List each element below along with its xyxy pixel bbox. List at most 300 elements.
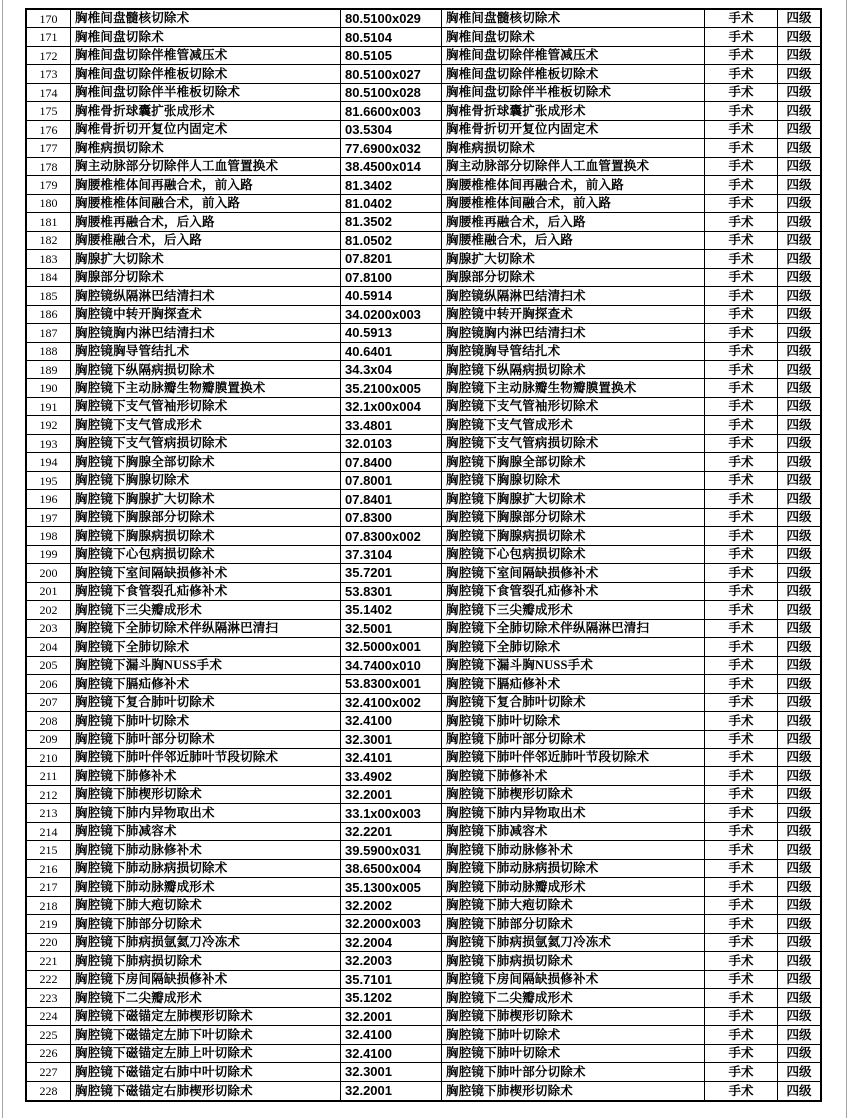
procedure-name-cell: 胸腔镜下肺楔形切除术 — [71, 786, 341, 803]
table-row — [27, 158, 820, 176]
procedure-name-cell: 胸腔镜下室间隔缺损修补术 — [71, 564, 341, 581]
procedure-name-cell: 胸腔镜下支气管病损切除术 — [71, 435, 341, 452]
category-cell: 手术 — [705, 453, 778, 470]
category-cell: 手术 — [705, 250, 778, 267]
table-row — [27, 139, 820, 157]
procedure-name-cell: 胸腔镜下肺病损切除术 — [71, 952, 341, 969]
procedure-code-cell: 38.4500x014 — [341, 158, 442, 175]
category-cell: 手术 — [705, 1045, 778, 1062]
grade-cell: 四级 — [786, 898, 812, 913]
category-cell: 手术 — [705, 213, 778, 230]
table-row — [27, 1026, 820, 1044]
procedure-name-cell: 胸椎病损切除术 — [71, 139, 341, 156]
grade-cell: 四级 — [786, 731, 812, 746]
procedure-code-cell: 07.8001 — [341, 472, 442, 489]
grade-cell: 四级 — [786, 1009, 812, 1024]
row-number-cell: 196 — [27, 490, 71, 507]
table-row — [27, 10, 820, 28]
procedure-code-cell: 07.8400 — [341, 453, 442, 470]
category-cell: 手术 — [705, 472, 778, 489]
category-cell: 手术 — [705, 767, 778, 784]
procedure-code-cell: 81.3502 — [341, 213, 442, 230]
category-cell: 手术 — [705, 546, 778, 563]
procedure-code-cell: 38.6500x004 — [341, 860, 442, 877]
table-row — [27, 675, 820, 693]
table-row — [27, 1008, 820, 1026]
procedure-standard-name-cell: 胸椎骨折切开复位内固定术 — [442, 121, 705, 138]
row-number-cell: 202 — [27, 601, 71, 618]
procedure-standard-name-cell: 胸腔镜下心包病损切除术 — [442, 546, 705, 563]
procedure-standard-name-cell: 胸腔镜下肺叶切除术 — [442, 712, 705, 729]
table-row — [27, 823, 820, 841]
procedure-code-cell: 32.3001 — [341, 731, 442, 748]
table-row — [27, 583, 820, 601]
procedure-name-cell: 胸腔镜下磁锚定左肺楔形切除术 — [71, 1008, 341, 1025]
procedure-code-cell: 32.2000x003 — [341, 915, 442, 932]
row-number-cell: 228 — [27, 1082, 71, 1100]
procedure-name-cell: 胸腺部分切除术 — [71, 269, 341, 286]
table-row — [27, 509, 820, 527]
category-cell: 手术 — [705, 804, 778, 821]
table-row — [27, 731, 820, 749]
table-row — [27, 176, 820, 194]
procedure-code-cell: 32.2201 — [341, 823, 442, 840]
grade-cell: 四级 — [786, 768, 812, 783]
grade-cell: 四级 — [786, 177, 812, 192]
table-row — [27, 897, 820, 915]
table-row — [27, 1045, 820, 1063]
row-number-cell: 198 — [27, 527, 71, 544]
procedure-name-cell: 胸椎间盘切除术 — [71, 28, 341, 45]
procedure-standard-name-cell: 胸腔镜下房间隔缺损修补术 — [442, 971, 705, 988]
grade-cell: 四级 — [786, 695, 812, 710]
category-cell: 手术 — [705, 84, 778, 101]
category-cell: 手术 — [705, 675, 778, 692]
grade-cell: 四级 — [786, 584, 812, 599]
row-number-cell: 210 — [27, 749, 71, 766]
row-number-cell: 217 — [27, 878, 71, 895]
table-row — [27, 989, 820, 1007]
procedure-name-cell: 胸腔镜下全肺切除术伴纵隔淋巴清扫 — [71, 620, 341, 637]
procedure-code-cell: 32.3001 — [341, 1063, 442, 1080]
row-number-cell: 205 — [27, 657, 71, 674]
table-row — [27, 546, 820, 564]
grade-cell: 四级 — [786, 66, 812, 81]
procedure-name-cell: 胸腔镜下复合肺叶切除术 — [71, 694, 341, 711]
table-row — [27, 527, 820, 545]
row-number-cell: 200 — [27, 564, 71, 581]
procedure-name-cell: 胸椎间盘髓核切除术 — [71, 10, 341, 27]
row-number-cell: 171 — [27, 28, 71, 45]
table-row — [27, 250, 820, 268]
procedure-code-cell: 32.5000x001 — [341, 638, 442, 655]
category-cell: 手术 — [705, 786, 778, 803]
grade-cell: 四级 — [786, 565, 812, 580]
category-cell: 手术 — [705, 28, 778, 45]
procedure-name-cell: 胸腔镜下主动脉瓣生物瓣膜置换术 — [71, 379, 341, 396]
category-cell: 手术 — [705, 195, 778, 212]
category-cell: 手术 — [705, 638, 778, 655]
table-row — [27, 620, 820, 638]
row-number-cell: 220 — [27, 934, 71, 951]
row-number-cell: 214 — [27, 823, 71, 840]
row-number-cell: 212 — [27, 786, 71, 803]
table-row — [27, 287, 820, 305]
grade-cell: 四级 — [786, 233, 812, 248]
grade-cell: 四级 — [786, 344, 812, 359]
procedure-standard-name-cell: 胸腔镜下室间隔缺损修补术 — [442, 564, 705, 581]
procedure-name-cell: 胸腔镜下心包病损切除术 — [71, 546, 341, 563]
procedure-standard-name-cell: 胸主动脉部分切除伴人工血管置换术 — [442, 158, 705, 175]
procedure-name-cell: 胸腰椎椎体间融合术，前入路 — [71, 195, 341, 212]
row-number-cell: 223 — [27, 989, 71, 1006]
procedure-standard-name-cell: 胸腔镜下肺叶部分切除术 — [442, 1063, 705, 1080]
grade-cell: 四级 — [786, 621, 812, 636]
procedure-name-cell: 胸腰椎椎体间再融合术，前入路 — [71, 176, 341, 193]
procedure-standard-name-cell: 胸腔镜中转开胸探查术 — [442, 306, 705, 323]
procedure-code-cell: 81.6600x003 — [341, 102, 442, 119]
procedure-code-cell: 35.7101 — [341, 971, 442, 988]
procedure-standard-name-cell: 胸腔镜下支气管袖形切除术 — [442, 398, 705, 415]
procedure-standard-name-cell: 胸椎骨折球囊扩张成形术 — [442, 102, 705, 119]
procedure-standard-name-cell: 胸腔镜下全肺切除术伴纵隔淋巴清扫 — [442, 620, 705, 637]
procedure-code-cell: 32.2003 — [341, 952, 442, 969]
grade-cell: 四级 — [786, 380, 812, 395]
procedure-standard-name-cell: 胸腔镜下肺动脉病损切除术 — [442, 860, 705, 877]
row-number-cell: 190 — [27, 379, 71, 396]
grade-cell: 四级 — [786, 1064, 812, 1079]
table-row — [27, 971, 820, 989]
grade-cell: 四级 — [786, 1083, 812, 1098]
grade-cell: 四级 — [786, 307, 812, 322]
procedure-code-cell: 33.1x00x003 — [341, 804, 442, 821]
row-number-cell: 219 — [27, 915, 71, 932]
table-row — [27, 472, 820, 490]
procedure-code-cell: 32.4100x002 — [341, 694, 442, 711]
row-number-cell: 215 — [27, 841, 71, 858]
procedure-standard-name-cell: 胸腔镜下胸腺病损切除术 — [442, 527, 705, 544]
procedure-code-cell: 32.2001 — [341, 1008, 442, 1025]
procedure-code-cell: 80.5100x027 — [341, 65, 442, 82]
procedure-name-cell: 胸椎骨折切开复位内固定术 — [71, 121, 341, 138]
procedure-standard-name-cell: 胸腔镜下肺病损氩氦刀冷冻术 — [442, 934, 705, 951]
procedure-name-cell: 胸腔镜下肺减容术 — [71, 823, 341, 840]
procedure-name-cell: 胸腔镜下漏斗胸NUSS手术 — [71, 657, 341, 674]
category-cell: 手术 — [705, 841, 778, 858]
procedure-standard-name-cell: 胸腔镜下肺楔形切除术 — [442, 1008, 705, 1025]
page-edge-left — [2, 0, 3, 1118]
row-number-cell: 177 — [27, 139, 71, 156]
procedure-code-cell: 32.2001 — [341, 1082, 442, 1100]
grade-cell: 四级 — [786, 140, 812, 155]
procedure-name-cell: 胸椎骨折球囊扩张成形术 — [71, 102, 341, 119]
grade-cell: 四级 — [786, 85, 812, 100]
category-cell: 手术 — [705, 269, 778, 286]
procedure-name-cell: 胸腔镜下三尖瓣成形术 — [71, 601, 341, 618]
procedure-standard-name-cell: 胸腔镜下肺叶切除术 — [442, 1045, 705, 1062]
row-number-cell: 218 — [27, 897, 71, 914]
procedure-name-cell: 胸腔镜下支气管成形术 — [71, 416, 341, 433]
grade-cell: 四级 — [786, 454, 812, 469]
procedure-standard-name-cell: 胸腔镜下漏斗胸NUSS手术 — [442, 657, 705, 674]
row-number-cell: 197 — [27, 509, 71, 526]
table-row — [27, 435, 820, 453]
row-number-cell: 224 — [27, 1008, 71, 1025]
grade-cell: 四级 — [786, 122, 812, 137]
table-row — [27, 195, 820, 213]
procedure-standard-name-cell: 胸腔镜下支气管成形术 — [442, 416, 705, 433]
procedure-standard-name-cell: 胸椎间盘切除伴椎管减压术 — [442, 47, 705, 64]
row-number-cell: 208 — [27, 712, 71, 729]
procedure-name-cell: 胸腔镜下胸腺全部切除术 — [71, 453, 341, 470]
grade-cell: 四级 — [786, 325, 812, 340]
row-number-cell: 186 — [27, 306, 71, 323]
table-row — [27, 1063, 820, 1081]
procedure-code-cell: 40.6401 — [341, 343, 442, 360]
category-cell: 手术 — [705, 324, 778, 341]
procedure-standard-name-cell: 胸腔镜下肺部分切除术 — [442, 915, 705, 932]
category-cell: 手术 — [705, 139, 778, 156]
table-row — [27, 638, 820, 656]
grade-cell: 四级 — [786, 824, 812, 839]
procedure-name-cell: 胸椎间盘切除伴椎管减压术 — [71, 47, 341, 64]
category-cell: 手术 — [705, 1063, 778, 1080]
category-cell: 手术 — [705, 694, 778, 711]
row-number-cell: 204 — [27, 638, 71, 655]
procedure-standard-name-cell: 胸腔镜下复合肺叶切除术 — [442, 694, 705, 711]
category-cell: 手术 — [705, 158, 778, 175]
procedure-name-cell: 胸腔镜下胸腺切除术 — [71, 472, 341, 489]
table-row — [27, 915, 820, 933]
row-number-cell: 184 — [27, 269, 71, 286]
procedure-standard-name-cell: 胸椎间盘切除术 — [442, 28, 705, 45]
surgery-grade-table — [25, 8, 822, 1102]
procedure-standard-name-cell: 胸腔镜下肺大疱切除术 — [442, 897, 705, 914]
grade-cell: 四级 — [786, 842, 812, 857]
table-row — [27, 121, 820, 139]
procedure-code-cell: 35.1402 — [341, 601, 442, 618]
procedure-standard-name-cell: 胸椎间盘髓核切除术 — [442, 10, 705, 27]
category-cell: 手术 — [705, 10, 778, 27]
procedure-code-cell: 32.4101 — [341, 749, 442, 766]
category-cell: 手术 — [705, 712, 778, 729]
procedure-standard-name-cell: 胸腔镜下全肺切除术 — [442, 638, 705, 655]
table-row — [27, 878, 820, 896]
grade-cell: 四级 — [786, 972, 812, 987]
grade-cell: 四级 — [786, 159, 812, 174]
category-cell: 手术 — [705, 897, 778, 914]
row-number-cell: 209 — [27, 731, 71, 748]
table-row — [27, 786, 820, 804]
row-number-cell: 189 — [27, 361, 71, 378]
category-cell: 手术 — [705, 878, 778, 895]
grade-cell: 四级 — [786, 861, 812, 876]
row-number-cell: 182 — [27, 232, 71, 249]
category-cell: 手术 — [705, 490, 778, 507]
row-number-cell: 216 — [27, 860, 71, 877]
table-row — [27, 841, 820, 859]
grade-cell: 四级 — [786, 362, 812, 377]
category-cell: 手术 — [705, 47, 778, 64]
procedure-name-cell: 胸腔镜下磁锚定左肺下叶切除术 — [71, 1026, 341, 1043]
table-row — [27, 343, 820, 361]
category-cell: 手术 — [705, 620, 778, 637]
procedure-standard-name-cell: 胸椎病损切除术 — [442, 139, 705, 156]
grade-cell: 四级 — [786, 436, 812, 451]
grade-cell: 四级 — [786, 916, 812, 931]
grade-cell: 四级 — [786, 602, 812, 617]
table-row — [27, 694, 820, 712]
table-row — [27, 379, 820, 397]
table-row — [27, 416, 820, 434]
row-number-cell: 181 — [27, 213, 71, 230]
grade-cell: 四级 — [786, 787, 812, 802]
procedure-code-cell: 34.3x04 — [341, 361, 442, 378]
table-row — [27, 860, 820, 878]
category-cell: 手术 — [705, 306, 778, 323]
category-cell: 手术 — [705, 121, 778, 138]
procedure-code-cell: 35.7201 — [341, 564, 442, 581]
procedure-standard-name-cell: 胸腔镜下肺减容术 — [442, 823, 705, 840]
procedure-code-cell: 32.2004 — [341, 934, 442, 951]
grade-cell: 四级 — [786, 953, 812, 968]
grade-cell: 四级 — [786, 990, 812, 1005]
procedure-code-cell: 07.8300x002 — [341, 527, 442, 544]
procedure-name-cell: 胸腔镜下肺大疱切除术 — [71, 897, 341, 914]
row-number-cell: 175 — [27, 102, 71, 119]
procedure-code-cell: 81.0502 — [341, 232, 442, 249]
procedure-code-cell: 34.0200x003 — [341, 306, 442, 323]
procedure-standard-name-cell: 胸腔镜下肺修补术 — [442, 767, 705, 784]
row-number-cell: 194 — [27, 453, 71, 470]
category-cell: 手术 — [705, 1026, 778, 1043]
grade-cell: 四级 — [786, 473, 812, 488]
row-number-cell: 174 — [27, 84, 71, 101]
procedure-name-cell: 胸腔镜中转开胸探查术 — [71, 306, 341, 323]
procedure-code-cell: 03.5304 — [341, 121, 442, 138]
row-number-cell: 192 — [27, 416, 71, 433]
procedure-standard-name-cell: 胸腔镜下胸腺部分切除术 — [442, 509, 705, 526]
table-row — [27, 934, 820, 952]
procedure-standard-name-cell: 胸腔镜下支气管病损切除术 — [442, 435, 705, 452]
table-row — [27, 564, 820, 582]
grade-cell: 四级 — [786, 103, 812, 118]
procedure-code-cell: 34.7400x010 — [341, 657, 442, 674]
procedure-code-cell: 80.5104 — [341, 28, 442, 45]
grade-cell: 四级 — [786, 676, 812, 691]
grade-cell: 四级 — [786, 750, 812, 765]
category-cell: 手术 — [705, 601, 778, 618]
row-number-cell: 170 — [27, 10, 71, 27]
category-cell: 手术 — [705, 232, 778, 249]
table-row — [27, 1082, 820, 1100]
grade-cell: 四级 — [786, 48, 812, 63]
grade-cell: 四级 — [786, 270, 812, 285]
procedure-standard-name-cell: 胸腔镜下纵隔病损切除术 — [442, 361, 705, 378]
procedure-name-cell: 胸腰椎融合术，后入路 — [71, 232, 341, 249]
category-cell: 手术 — [705, 934, 778, 951]
procedure-standard-name-cell: 胸腰椎再融合术，后入路 — [442, 213, 705, 230]
procedure-name-cell: 胸腔镜下肺部分切除术 — [71, 915, 341, 932]
procedure-name-cell: 胸腔镜下支气管袖形切除术 — [71, 398, 341, 415]
grade-cell: 四级 — [786, 399, 812, 414]
table-row — [27, 306, 820, 324]
procedure-standard-name-cell: 胸腔镜下胸腺扩大切除术 — [442, 490, 705, 507]
category-cell: 手术 — [705, 1008, 778, 1025]
procedure-standard-name-cell: 胸腰椎椎体间再融合术，前入路 — [442, 176, 705, 193]
category-cell: 手术 — [705, 527, 778, 544]
procedure-standard-name-cell: 胸腔镜下肺内异物取出术 — [442, 804, 705, 821]
procedure-standard-name-cell: 胸椎间盘切除伴半椎板切除术 — [442, 84, 705, 101]
procedure-standard-name-cell: 胸腰椎融合术，后入路 — [442, 232, 705, 249]
procedure-code-cell: 32.5001 — [341, 620, 442, 637]
row-number-cell: 221 — [27, 952, 71, 969]
procedure-code-cell: 32.1x00x004 — [341, 398, 442, 415]
grade-cell: 四级 — [786, 879, 812, 894]
table-row — [27, 453, 820, 471]
row-number-cell: 172 — [27, 47, 71, 64]
procedure-code-cell: 53.8300x001 — [341, 675, 442, 692]
row-number-cell: 201 — [27, 583, 71, 600]
grade-cell: 四级 — [786, 935, 812, 950]
table-row — [27, 601, 820, 619]
procedure-standard-name-cell: 胸腺扩大切除术 — [442, 250, 705, 267]
category-cell: 手术 — [705, 564, 778, 581]
category-cell: 手术 — [705, 379, 778, 396]
category-cell: 手术 — [705, 398, 778, 415]
procedure-name-cell: 胸腔镜下肺修补术 — [71, 767, 341, 784]
procedure-name-cell: 胸腔镜下胸腺部分切除术 — [71, 509, 341, 526]
row-number-cell: 226 — [27, 1045, 71, 1062]
procedure-code-cell: 40.5914 — [341, 287, 442, 304]
row-number-cell: 188 — [27, 343, 71, 360]
procedure-name-cell: 胸腔镜下全肺切除术 — [71, 638, 341, 655]
procedure-standard-name-cell: 胸腔镜下胸腺全部切除术 — [442, 453, 705, 470]
procedure-code-cell: 80.5100x028 — [341, 84, 442, 101]
category-cell: 手术 — [705, 343, 778, 360]
category-cell: 手术 — [705, 361, 778, 378]
category-cell: 手术 — [705, 65, 778, 82]
row-number-cell: 191 — [27, 398, 71, 415]
procedure-code-cell: 32.0103 — [341, 435, 442, 452]
category-cell: 手术 — [705, 416, 778, 433]
procedure-standard-name-cell: 胸腔镜下主动脉瓣生物瓣膜置换术 — [442, 379, 705, 396]
procedure-standard-name-cell: 胸腔镜胸导管结扎术 — [442, 343, 705, 360]
procedure-name-cell: 胸腔镜下胸腺扩大切除术 — [71, 490, 341, 507]
row-number-cell: 206 — [27, 675, 71, 692]
procedure-code-cell: 35.2100x005 — [341, 379, 442, 396]
table-row — [27, 657, 820, 675]
procedure-code-cell: 07.8300 — [341, 509, 442, 526]
procedure-name-cell: 胸腔镜下肺病损氩氦刀冷冻术 — [71, 934, 341, 951]
procedure-code-cell: 35.1300x005 — [341, 878, 442, 895]
table-row — [27, 84, 820, 102]
grade-cell: 四级 — [786, 288, 812, 303]
procedure-code-cell: 33.4902 — [341, 767, 442, 784]
grade-cell: 四级 — [786, 29, 812, 44]
procedure-code-cell: 32.4100 — [341, 1045, 442, 1062]
procedure-standard-name-cell: 胸腔镜下肺动脉瓣成形术 — [442, 878, 705, 895]
procedure-code-cell: 07.8100 — [341, 269, 442, 286]
procedure-name-cell: 胸腔镜下磁锚定左肺上叶切除术 — [71, 1045, 341, 1062]
table-row — [27, 213, 820, 231]
procedure-code-cell: 80.5105 — [341, 47, 442, 64]
procedure-code-cell: 32.2001 — [341, 786, 442, 803]
row-number-cell: 183 — [27, 250, 71, 267]
procedure-name-cell: 胸主动脉部分切除伴人工血管置换术 — [71, 158, 341, 175]
procedure-name-cell: 胸腔镜下食管裂孔疝修补术 — [71, 583, 341, 600]
procedure-code-cell: 07.8201 — [341, 250, 442, 267]
